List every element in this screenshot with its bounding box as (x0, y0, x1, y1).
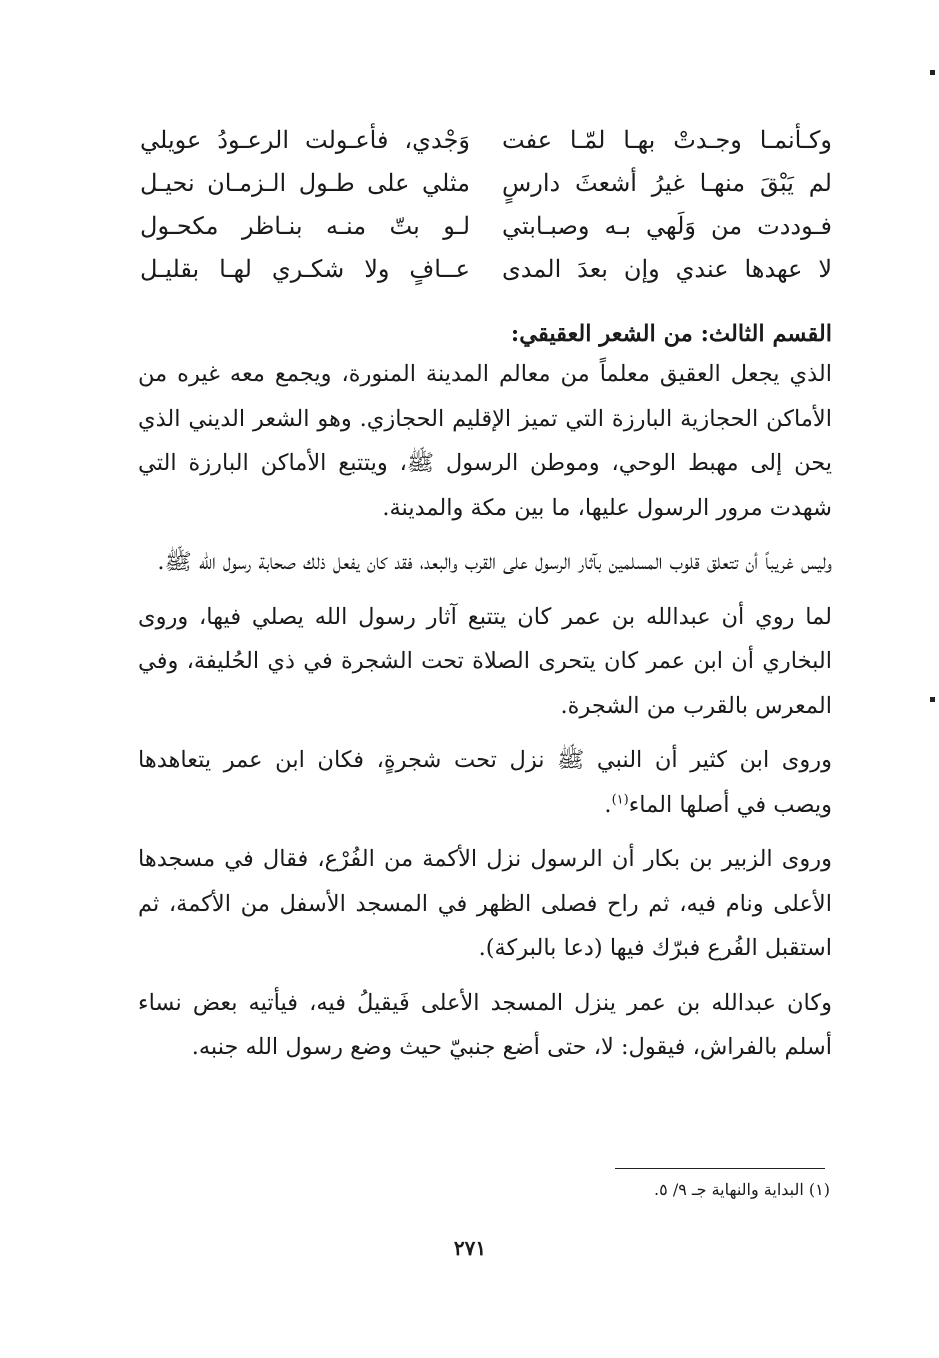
paragraph: وكان عبدالله بن عمر ينزل المسجد الأعلى فَيقيلُ فيه، فيأتيه بعض نساء أسلم بالفراش، فيقول: لا، حتى أضع جنبيّ حيث وضع رسول الله جنبه. (138, 989, 832, 1060)
verse-line (140, 161, 832, 204)
first-hemistich: فـوددت من وَلَهي بـه وصبـابتي (502, 211, 832, 240)
verse-line (140, 204, 832, 247)
paragraph-end: . (604, 791, 612, 818)
first-hemistich: لم يَبْقَ منهـا غيرُ أشعثَ دارسٍ (502, 168, 832, 197)
footnote-marker[interactable]: (١) (611, 792, 629, 807)
paragraph: وروى الزبير بن بكار أن الرسول نزل الأكمة من الفُرْع، فقال في مسجدها الأعلى ونام فيه، ثم راح فصلى الظهر في المسجد الأسفل من الأكمة، ثم استقبل الفُرع فبرّك فيها (دعا بالبركة). (138, 846, 832, 961)
poem-verses (140, 118, 832, 290)
footnote-divider (615, 1168, 825, 1169)
verse-line (140, 247, 832, 290)
paragraph: الذي يجعل العقيق معلماً من معالم المدينة المنورة، ويجمع معه غيره من الأماكن الحجازية البارزة التي تميز الإقليم الحجازي. وهو الشعر الديني الذي يحن إلى مهبط الوحي، وموطن الرسول ﷺ، ويتتبع الأماكن البارزة التي شهدت مرور الرسول عليها، ما بين مكة والمدينة. (138, 361, 832, 521)
second-hemistich: عــافٍ ولا شكـري لهـا بقليـل (140, 254, 470, 283)
paragraph: لما روي أن عبدالله بن عمر كان يتتبع آثار رسول الله يصلي فيها، وروى البخاري أن ابن عمر كان يتحرى الصلاة تحت الشجرة في ذي الحُليفة، وفي المعرس بالقرب من الشجرة. (138, 603, 832, 719)
first-hemistich: لا عهدها عندي وإن بعدَ المدى (502, 254, 832, 283)
second-hemistich: مثلي على طـول الـزمـان نحيـل (140, 168, 470, 197)
paragraph-text: وروى ابن كثير أن النبي ﷺ نزل تحت شجرةٍ، فكان ابن عمر يتعاهدها ويصب في أصلها الماء (138, 747, 832, 818)
margin-mark (930, 697, 935, 702)
page-number: ٢٧١ (453, 1236, 487, 1260)
paragraph (138, 738, 832, 827)
footnote: (١) البداية والنهاية جـ ٩/ ٥. (654, 1180, 830, 1199)
first-hemistich: وكـأنمـا وجـدتْ بهـا لمّـا عفت (502, 125, 832, 154)
verse-line (140, 118, 832, 161)
section-heading: القسم الثالث: من الشعر العقيقي: (510, 321, 832, 347)
body-text (138, 312, 832, 1080)
second-hemistich: لـو بتّ منـه بنـاظر مكحـول (140, 211, 470, 240)
margin-mark (930, 70, 935, 75)
second-hemistich: وَجْدي، فأعـولت الرعـودُ عويلي (140, 125, 470, 154)
paragraph: وليس غريباً أن تتعلق قلوب المسلمين بآثار الرسول على القرب والبعد، فقد كان يفعل ذلك صحابة رسول الله ﷺ. (157, 549, 832, 575)
